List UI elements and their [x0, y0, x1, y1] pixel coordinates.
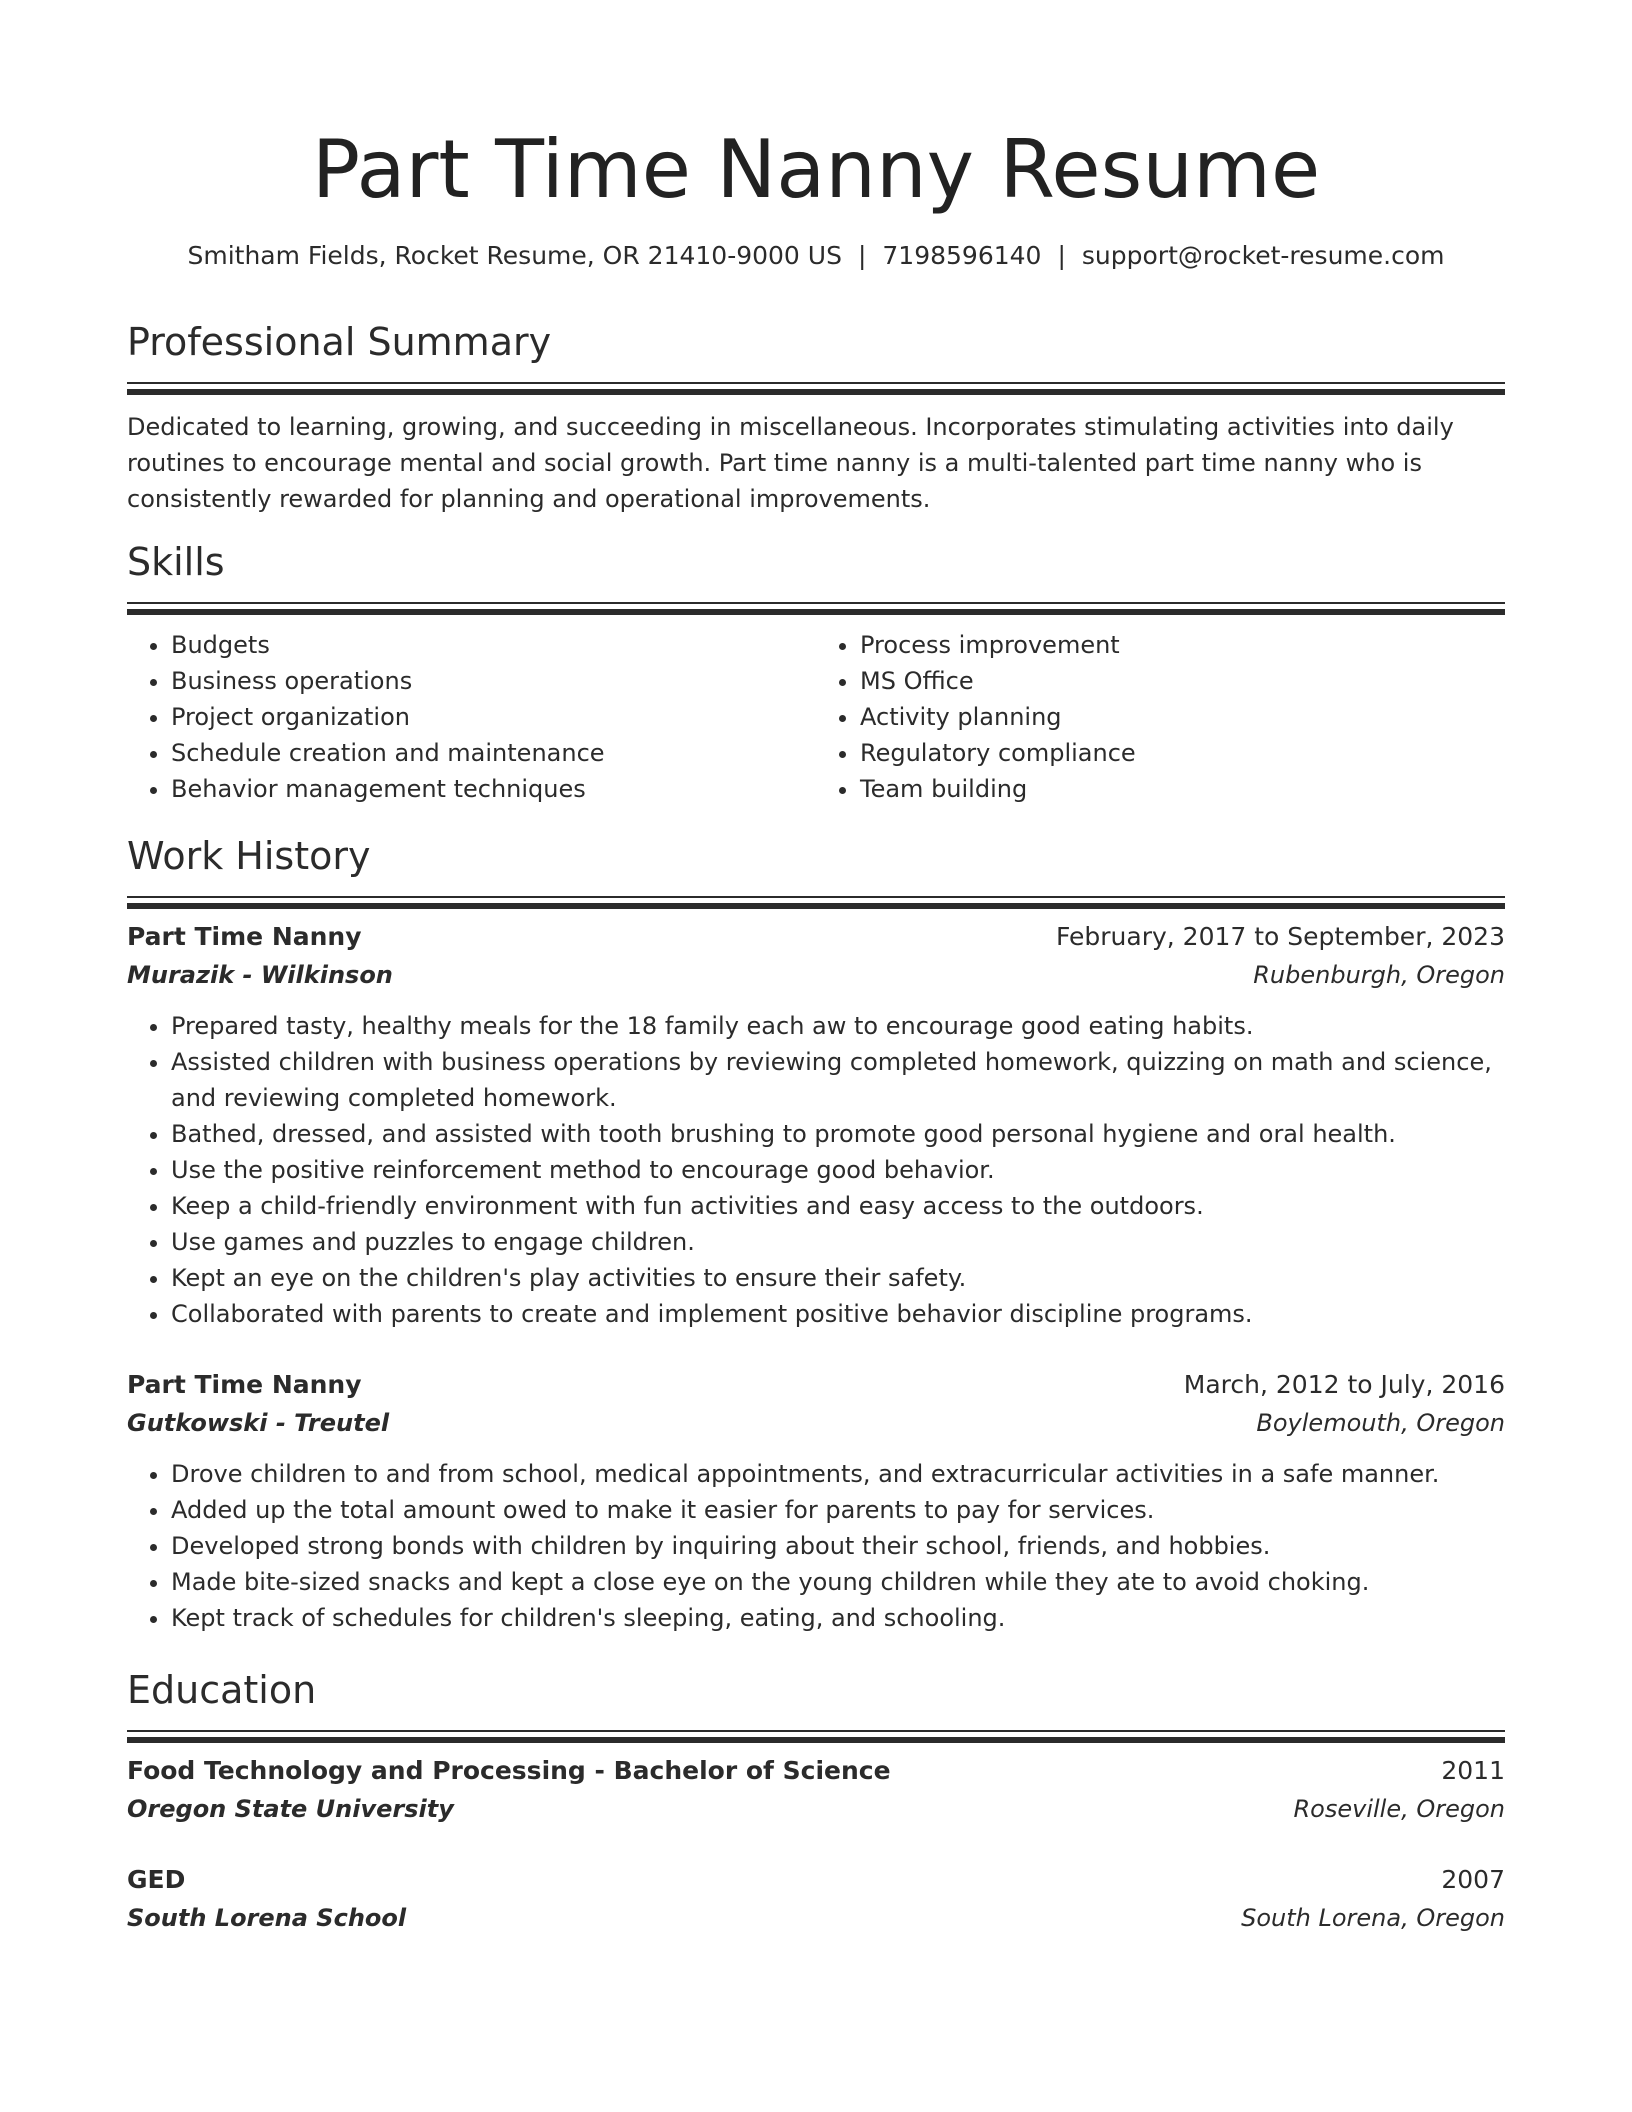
skills-list-left — [127, 627, 816, 807]
job-bullet: • Use the positive reinforcement method to encourage good behavior. — [171, 1152, 1505, 1188]
education-location: Roseville, Oregon — [1293, 1795, 1505, 1823]
contact-separator: | — [1057, 241, 1066, 270]
job-bullet: • Collaborated with parents to create and implement positive behavior discipline programs. — [171, 1296, 1505, 1332]
work-section — [127, 830, 1505, 909]
job-bullet: • Kept track of schedules for children's sleeping, eating, and schooling. — [171, 1600, 1505, 1636]
job-entry — [127, 1366, 1505, 1636]
education-degree: GED — [127, 1865, 186, 1894]
summary-text: Dedicated to learning, growing, and succeeding in miscellaneous. Incorporates stimulating activities into daily routines to encourage mental and social growth. Part time nanny is a multi-talented part time nanny who is consistently rewarded for planning and operational improvements. — [127, 413, 1454, 513]
education-section — [127, 1664, 1505, 1743]
education-school: Oregon State University — [127, 1795, 454, 1823]
skill-item: • Process improvement — [860, 627, 1505, 663]
job-bullet: • Use games and puzzles to engage children. — [171, 1224, 1505, 1260]
job-bullet: • Bathed, dressed, and assisted with tooth brushing to promote good personal hygiene and oral health. — [171, 1116, 1505, 1152]
section-divider — [127, 382, 1505, 395]
contact-line — [127, 238, 1505, 274]
section-divider — [127, 1730, 1505, 1743]
skill-item: • Behavior management techniques — [171, 771, 816, 807]
section-title-summary: Professional Summary — [127, 320, 552, 364]
section-divider — [127, 602, 1505, 615]
contact-separator: | — [857, 241, 867, 270]
skill-item: • Regulatory compliance — [860, 735, 1505, 771]
section-title-skills: Skills — [127, 540, 225, 584]
job-company: Murazik - Wilkinson — [127, 961, 393, 989]
skill-item: • MS Office — [860, 663, 1505, 699]
job-bullet: • Assisted children with business operations by reviewing completed homework, quizzing on math and science, and reviewing completed homework. — [171, 1044, 1505, 1116]
job-bullet: • Added up the total amount owed to make it easier for parents to pay for services. — [171, 1492, 1505, 1528]
skill-item: • Team building — [860, 771, 1505, 807]
resume-title: Part Time Nanny Resume — [311, 123, 1321, 216]
job-bullets — [127, 1008, 1505, 1332]
section-title-work: Work History — [127, 834, 371, 878]
education-entry — [127, 1861, 1505, 1937]
contact-phone: 7198596140 — [882, 241, 1042, 270]
skill-item: • Business operations — [171, 663, 816, 699]
education-degree: Food Technology and Processing - Bachelor of Science — [127, 1756, 891, 1785]
education-school: South Lorena School — [127, 1904, 407, 1932]
job-bullet: • Drove children to and from school, medical appointments, and extracurricular activities in a safe manner. — [171, 1456, 1505, 1492]
skills-grid — [127, 627, 1505, 807]
education-entry — [127, 1752, 1505, 1828]
section-divider — [127, 896, 1505, 909]
summary-section — [127, 316, 1505, 517]
job-location: Rubenburgh, Oregon — [1253, 961, 1505, 989]
education-location: South Lorena, Oregon — [1241, 1904, 1505, 1932]
contact-email: support@rocket-resume.com — [1081, 241, 1445, 270]
job-bullets — [127, 1456, 1505, 1636]
job-bullet: • Kept an eye on the children's play activities to ensure their safety. — [171, 1260, 1505, 1296]
skills-section — [127, 536, 1505, 807]
job-company: Gutkowski - Treutel — [127, 1409, 390, 1437]
job-title: Part Time Nanny — [127, 1370, 362, 1399]
job-dates: March, 2012 to July, 2016 — [1183, 1370, 1505, 1399]
job-dates: February, 2017 to September, 2023 — [1056, 922, 1505, 951]
skill-item: • Schedule creation and maintenance — [171, 735, 816, 771]
skills-list-right — [816, 627, 1505, 807]
job-entry — [127, 918, 1505, 1332]
skill-item: • Budgets — [171, 627, 816, 663]
section-title-education: Education — [127, 1668, 317, 1712]
job-title: Part Time Nanny — [127, 922, 362, 951]
skill-item: • Project organization — [171, 699, 816, 735]
job-bullet: • Made bite-sized snacks and kept a close eye on the young children while they ate to avoid choking. — [171, 1564, 1505, 1600]
job-bullet: • Keep a child-friendly environment with fun activities and easy access to the outdoors. — [171, 1188, 1505, 1224]
skill-item: • Activity planning — [860, 699, 1505, 735]
job-bullet: • Developed strong bonds with children by inquiring about their school, friends, and hobbies. — [171, 1528, 1505, 1564]
education-year: 2011 — [1441, 1756, 1505, 1785]
job-location: Boylemouth, Oregon — [1256, 1409, 1505, 1437]
contact-address: Smitham Fields, Rocket Resume, OR 21410-9000 US — [187, 241, 842, 270]
education-year: 2007 — [1441, 1865, 1505, 1894]
job-bullet: • Prepared tasty, healthy meals for the 18 family each aw to encourage good eating habits. — [171, 1008, 1505, 1044]
